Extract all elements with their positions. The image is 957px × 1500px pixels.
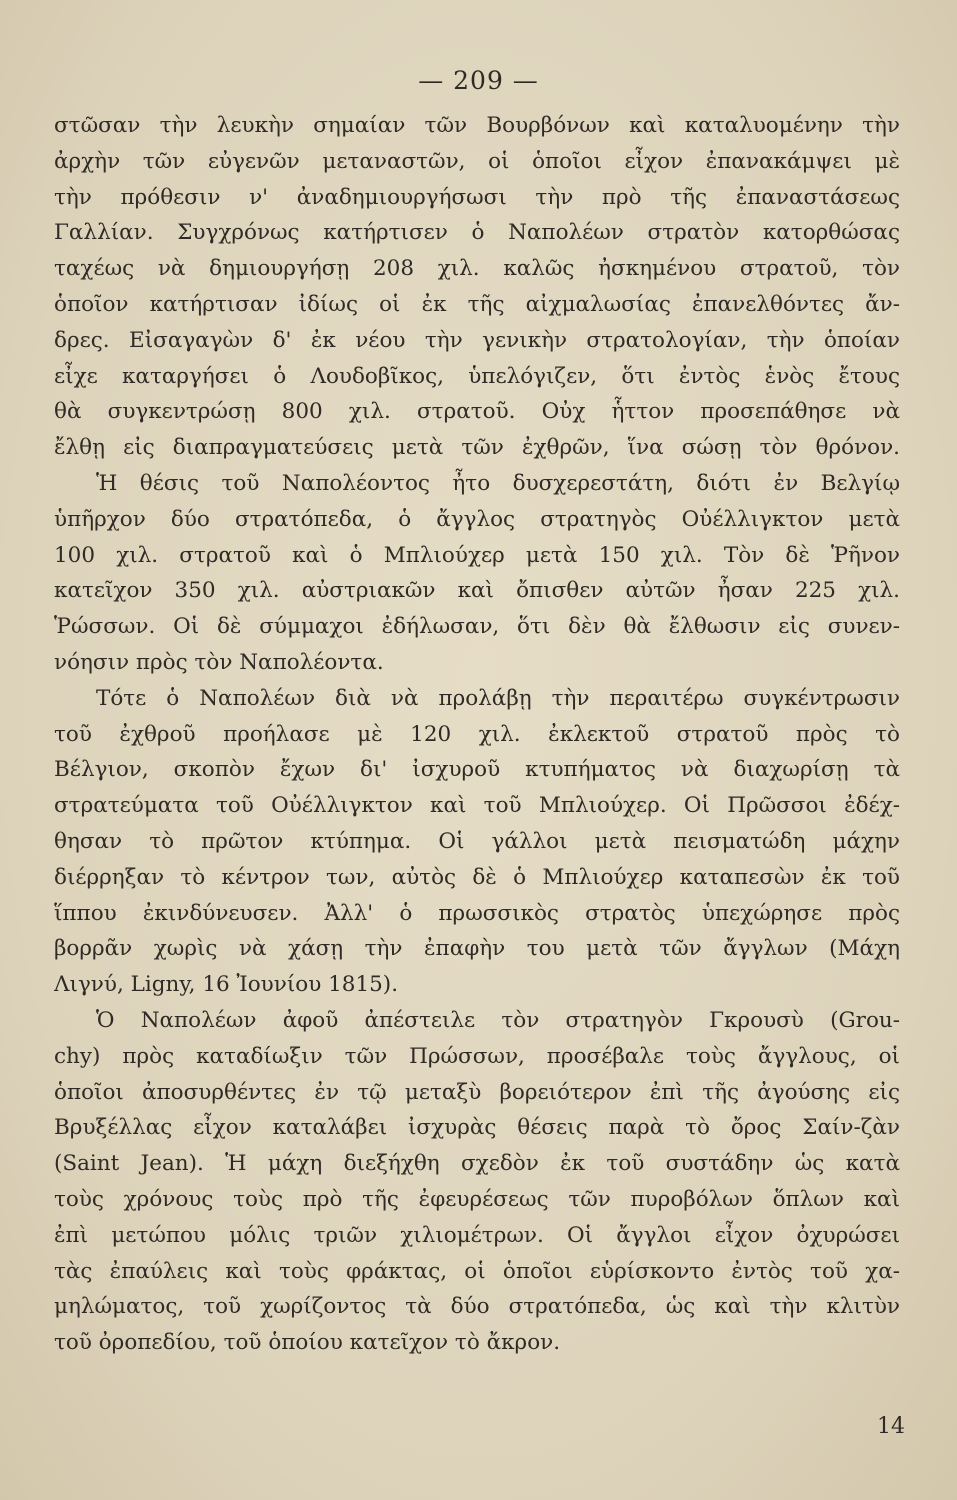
text-line: στῶσαν τὴν λευκὴν σημαίαν τῶν Βουρβόνων καὶ καταλυομένην τὴν	[54, 113, 900, 138]
text-line: εἶχε καταργήσει ὁ Λουδοβῖκος, ὑπελόγιζεν, ὅτι ἐντὸς ἑνὸς ἔτους	[54, 363, 900, 389]
paragraph-start-line: Τότε ὁ Ναπολέων διὰ νὰ προλάβῃ τὴν περαιτέρω συγκέντρωσιν	[96, 685, 900, 711]
text-line: στρατεύματα τοῦ Οὐέλλιγκτον καὶ τοῦ Μπλιούχερ. Οἱ Πρῶσσοι ἐδέχ-	[54, 793, 900, 819]
text-line: μηλώματος, τοῦ χωρίζοντος τὰ δύο στρατόπεδα, ὡς καὶ τὴν κλιτὺν	[54, 1294, 900, 1320]
text-line: Βέλγιον, σκοπὸν ἔχων δι' ἰσχυροῦ κτυπήματος νὰ διαχωρίσῃ τὰ	[54, 757, 900, 783]
text-line: 100 χιλ. στρατοῦ καὶ ὁ Μπλιούχερ μετὰ 150 χιλ. Τὸν δὲ Ῥῆνον	[54, 542, 900, 568]
text-line: θησαν τὸ πρῶτον κτύπημα. Οἱ γάλλοι μετὰ πεισματώδη μάχην	[54, 828, 900, 854]
text-line: τοὺς χρόνους τοὺς πρὸ τῆς ἐφευρέσεως τῶν πυροβόλων ὅπλων καὶ	[54, 1186, 900, 1212]
text-line: Βρυξέλλας εἶχον καταλάβει ἰσχυρὰς θέσεις παρὰ τὸ ὄρος Σαίν-ζὰν	[54, 1115, 900, 1141]
text-line: ἵππου ἐκινδύνευσεν. Ἀλλ' ὁ πρωσσικὸς στρατὸς ὑπεχώρησε πρὸς	[54, 900, 900, 926]
text-line: Ῥώσσων. Οἱ δὲ σύμμαχοι ἐδήλωσαν, ὅτι δὲν θὰ ἔλθωσιν εἰς συνεν-	[54, 614, 900, 640]
text-line: Γαλλίαν. Συγχρόνως κατήρτισεν ὁ Ναπολέων στρατὸν κατορθώσας	[54, 220, 900, 246]
text-line: τὰς ἐπαύλεις καὶ τοὺς φράκτας, οἱ ὁποῖοι εὑρίσκοντο ἐντὸς τοῦ χα-	[54, 1258, 900, 1284]
text-line: chy) πρὸς καταδίωξιν τῶν Πρώσσων, προσέβαλε τοὺς ἄγγλους, οἱ	[54, 1043, 900, 1069]
text-line: ταχέως νὰ δημιουργήσῃ 208 χιλ. καλῶς ἠσκημένου στρατοῦ, τὸν	[54, 256, 900, 282]
text-line: θὰ συγκεντρώσῃ 800 χιλ. στρατοῦ. Οὐχ ἧττον προσεπάθησε νὰ	[54, 399, 900, 425]
page-number: — 209 —	[418, 66, 539, 95]
text-line: δρες. Εἰσαγαγὼν δ' ἐκ νέου τὴν γενικὴν στρατολογίαν, τὴν ὁποίαν	[54, 327, 900, 353]
paragraph-start-line: Ἡ θέσις τοῦ Ναπολέοντος ἦτο δυσχερεστάτη, διότι ἐν Βελγίῳ	[96, 470, 900, 496]
text-line: τοῦ ἐχθροῦ προήλασε μὲ 120 χιλ. ἐκλεκτοῦ στρατοῦ πρὸς τὸ	[54, 721, 900, 747]
text-line: (Saint Jean). Ἡ μάχη διεξήχθη σχεδὸν ἐκ τοῦ συστάδην ὡς κατὰ	[54, 1151, 900, 1177]
paragraph-end-line: Λιγνύ, Ligny, 16 Ἰουνίου 1815).	[54, 972, 399, 998]
paragraph-start-line: Ὁ Ναπολέων ἀφοῦ ἀπέστειλε τὸν στρατηγὸν Γκρουσὺ (Grou-	[96, 1007, 900, 1033]
text-line: ὁποῖοι ἀποσυρθέντες ἐν τῷ μεταξὺ βορειότερον ἐπὶ τῆς ἀγούσης εἰς	[54, 1079, 900, 1105]
text-line: ἔλθῃ εἰς διαπραγματεύσεις μετὰ τῶν ἐχθρῶν, ἵνα σώσῃ τὸν θρόνον.	[54, 435, 900, 461]
text-line: διέρρηξαν τὸ κέντρον των, αὐτὸς δὲ ὁ Μπλιούχερ καταπεσὼν ἐκ τοῦ	[54, 864, 900, 890]
paragraph-end-line: τοῦ ὀροπεδίου, τοῦ ὁποίου κατεῖχον τὸ ἄκρον.	[54, 1330, 561, 1356]
paragraph-end-line: νόησιν πρὸς τὸν Ναπολέοντα.	[54, 649, 384, 675]
body-text	[54, 108, 900, 1361]
text-line: βορρᾶν χωρὶς νὰ χάσῃ τὴν ἐπαφὴν του μετὰ τῶν ἄγγλων (Μάχη	[54, 936, 900, 962]
text-line: ὁποῖον κατήρτισαν ἰδίως οἱ ἐκ τῆς αἰχμαλωσίας ἐπανελθόντες ἄν-	[54, 291, 900, 317]
text-line: ὑπῆρχον δύο στρατόπεδα, ὁ ἄγγλος στρατηγὸς Οὐέλλιγκτον μετὰ	[54, 506, 900, 532]
printer-signature-mark: 14	[877, 1414, 905, 1439]
text-line: ἐπὶ μετώπου μόλις τριῶν χιλιομέτρων. Οἱ ἄγγλοι εἶχον ὀχυρώσει	[54, 1222, 900, 1248]
text-line: ἀρχὴν τῶν εὐγενῶν μεταναστῶν, οἱ ὁποῖοι εἶχον ἐπανακάμψει μὲ	[54, 148, 900, 174]
text-line: τὴν πρόθεσιν ν' ἀναδημιουργήσωσι τὴν πρὸ τῆς ἐπαναστάσεως	[54, 184, 900, 210]
text-line: κατεῖχον 350 χιλ. αὐστριακῶν καὶ ὄπισθεν αὐτῶν ἦσαν 225 χιλ.	[54, 578, 900, 604]
